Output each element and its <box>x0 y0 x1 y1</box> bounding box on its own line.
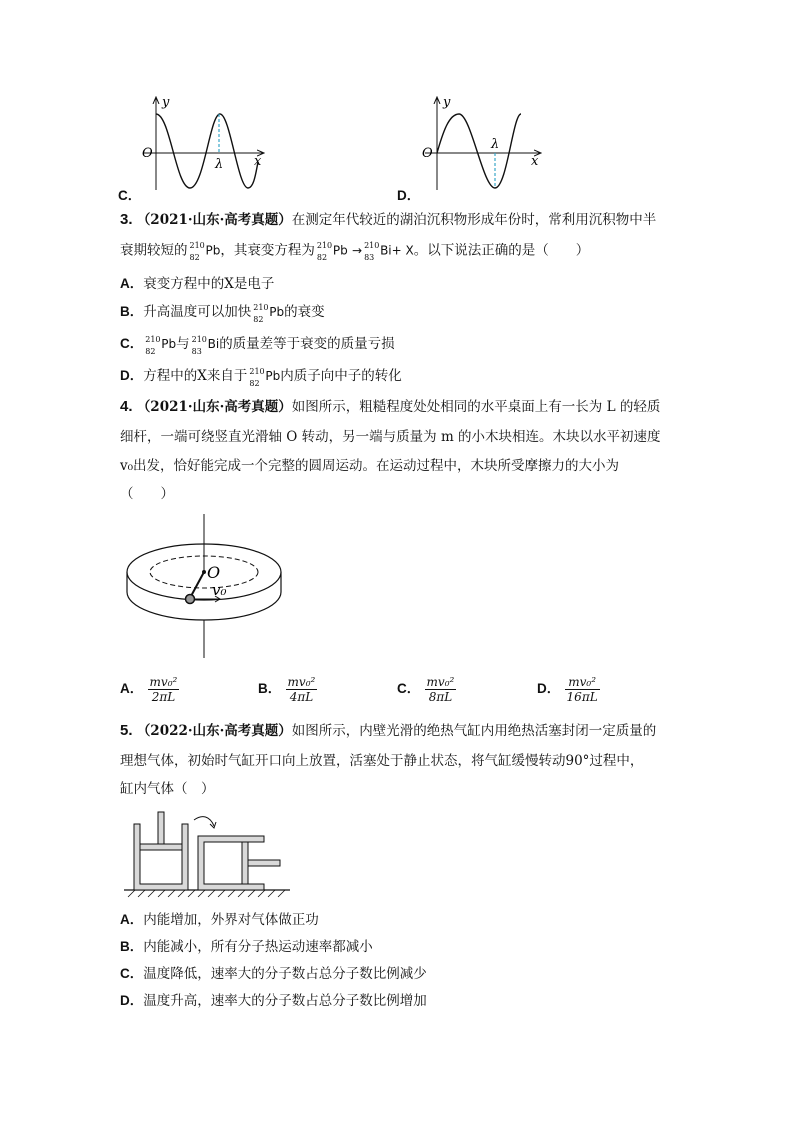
question-source: （2022·山东·高考真题） <box>136 723 292 739</box>
question-5-option-b[interactable] <box>120 935 373 955</box>
question-3-option-b[interactable]: B．升高温度可以加快 210 82 Pb的衰变 <box>120 302 325 324</box>
fraction: $\frac{\text{mv₀²}}{2\pi L}$ <box>149 675 178 704</box>
option-text: 与 <box>176 336 190 352</box>
wave-graph-d <box>397 92 557 192</box>
question-source: （2021·山东·高考真题） <box>136 212 292 228</box>
question-5-line-3: 缸内气体（ ） <box>120 781 215 797</box>
rotating-block-figure <box>124 512 294 662</box>
x-axis-label: x <box>531 154 539 169</box>
option-label: D． <box>120 993 144 1008</box>
fraction: $\frac{\text{mv₀²}}{4\pi L}$ <box>287 675 316 704</box>
question-5-line-1 <box>120 721 656 741</box>
axis-label: O <box>207 563 221 582</box>
question-4-line-3: v₀出发，恰好能完成一个完整的圆周运动。在运动过程中，木块所受摩擦力的大小为 <box>120 458 620 474</box>
option-label: D． <box>397 188 421 203</box>
option-text: 内质子向中子的转化 <box>280 368 402 384</box>
fraction: $\frac{\text{mv₀²}}{8\pi L}$ <box>426 675 455 704</box>
option-label: B． <box>120 304 144 319</box>
question-3-option-c[interactable]: C． 210 82 Pb与 210 83 Bi的质量差等于衰变的质量亏损 <box>120 334 395 356</box>
question-3-option-d[interactable]: D．方程中的X来自于 210 82 Pb内质子向中子的转化 <box>120 366 402 388</box>
question-4-option-b[interactable] <box>258 675 317 704</box>
origin-label: O <box>142 146 153 161</box>
option-text: 衰变方程中的X是电子 <box>143 276 275 292</box>
option-label: A． <box>120 681 144 696</box>
option-label: A． <box>120 276 144 291</box>
block-icon <box>186 595 195 604</box>
graph-option-d <box>397 92 557 202</box>
option-text: 温度升高，速率大的分子数占总分子数比例增加 <box>143 993 427 1009</box>
question-5-option-d[interactable] <box>120 989 427 1009</box>
question-5-line-2: 理想气体，初始时气缸开口向上放置，活塞处于静止状态，将气缸缓慢转动90°过程中， <box>120 753 644 769</box>
arrow-symbol: → <box>352 243 363 258</box>
question-text: 如图所示，粗糙程度处处相同的水平桌面上有一长为 L 的轻质 <box>291 399 661 415</box>
option-text: 的衰变 <box>284 304 325 320</box>
option-text: 内能增加，外界对气体做正功 <box>143 912 319 928</box>
isotope-pb: 210 82 <box>189 241 205 262</box>
option-label: C． <box>118 188 142 203</box>
y-axis-label: y <box>443 95 451 110</box>
option-label: B． <box>258 681 282 696</box>
option-label: C． <box>120 966 144 981</box>
question-text: 在测定年代较近的湖泊沉积物形成年份时，常利用沉积物中半 <box>291 212 657 228</box>
question-3-option-a[interactable] <box>120 272 274 292</box>
option-label: D． <box>120 368 144 383</box>
question-text: ，其衰变方程为 <box>220 242 315 259</box>
lambda-label: λ <box>215 157 224 172</box>
question-4-line-2: 细杆，一端可绕竖直光滑轴 O 转动，另一端与质量为 m 的小木块相连。木块以水平初速度 <box>120 429 661 445</box>
origin-label: O <box>422 146 433 161</box>
question-3-line-2: 衰期较短的 210 82 Pb，其衰变方程为 210 82 Pb → 210 83 Bi+ X。以下说法正确的是（ ） <box>120 241 590 262</box>
question-text: 如图所示，内壁光滑的绝热气缸内用绝热活塞封闭一定质量的 <box>291 723 657 739</box>
option-text: 方程中的X来自于 <box>143 368 248 384</box>
question-text: 。以下说法正确的是（ ） <box>413 242 590 259</box>
isotope-bi: 210 83 <box>364 241 380 262</box>
question-5-option-c[interactable] <box>120 962 427 982</box>
velocity-label: v₀ <box>212 581 227 599</box>
isotope-pb: 210 82 <box>253 302 269 324</box>
question-number: 4. <box>120 398 133 415</box>
question-number: 5. <box>120 722 133 739</box>
option-label: C． <box>397 681 421 696</box>
option-text: 内能减小，所有分子热运动速率都减小 <box>143 939 373 955</box>
option-text: 温度降低，速率大的分子数占总分子数比例减少 <box>143 966 427 982</box>
option-text: 升高温度可以加快 <box>143 304 252 320</box>
option-text: 的质量差等于衰变的质量亏损 <box>219 336 395 352</box>
question-number: 3. <box>120 211 133 228</box>
option-label: B． <box>120 939 144 954</box>
cylinder-figure <box>120 808 295 898</box>
option-label: C． <box>120 336 144 351</box>
graph-option-c <box>118 92 278 202</box>
option-label: A． <box>120 912 144 927</box>
option-label: D． <box>537 681 561 696</box>
question-source: （2021·山东·高考真题） <box>136 399 292 415</box>
x-axis-label: x <box>254 154 262 169</box>
lambda-label: λ <box>491 137 500 152</box>
question-4-option-d[interactable] <box>537 675 600 704</box>
question-4-line-1 <box>120 397 660 417</box>
question-text: 衰期较短的 <box>120 242 188 259</box>
question-4-option-c[interactable] <box>397 675 456 704</box>
fraction: $\frac{\text{mv₀²}}{16\pi L}$ <box>566 675 598 704</box>
y-axis-label: y <box>162 95 170 110</box>
question-4-option-a[interactable] <box>120 675 179 704</box>
isotope-pb: 210 82 <box>145 334 161 356</box>
question-3-line-1 <box>120 210 656 230</box>
isotope-pb: 210 82 <box>316 241 333 262</box>
isotope-pb: 210 82 <box>249 366 265 388</box>
isotope-bi: 210 83 <box>191 334 207 356</box>
wave-graph-c <box>118 92 278 192</box>
question-5-option-a[interactable] <box>120 908 319 928</box>
question-4-line-4: （ ） <box>120 486 174 502</box>
